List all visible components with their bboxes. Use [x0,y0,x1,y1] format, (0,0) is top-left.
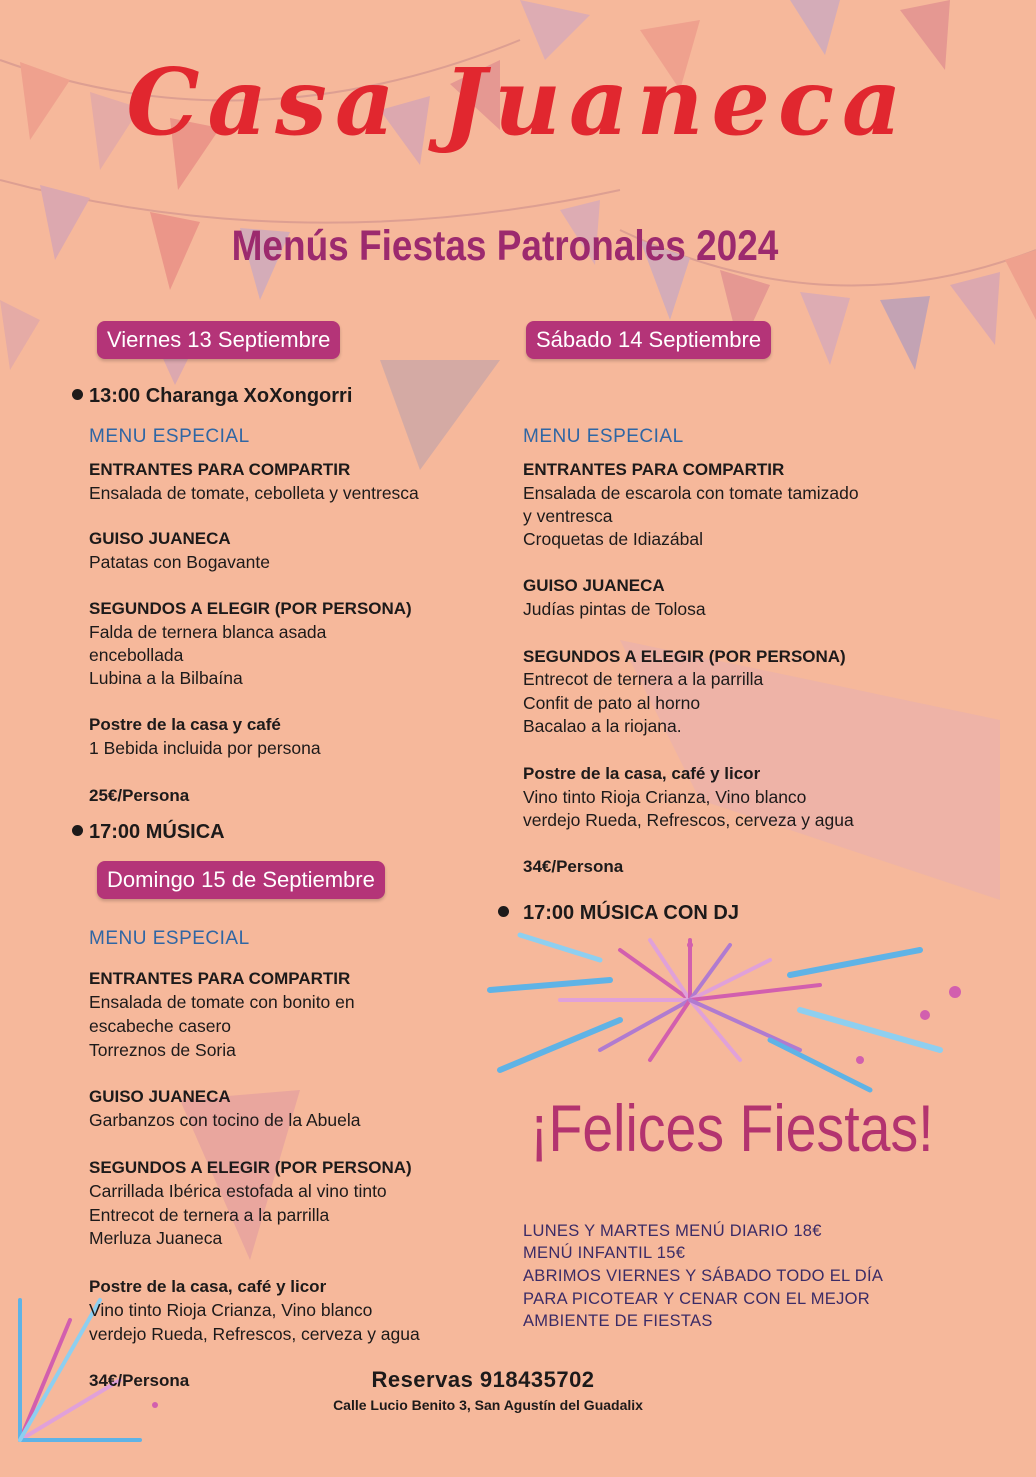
friday-event-charanga: 13:00 Charanga XoXongorri [72,385,352,408]
saturday-starter-item: y ventresca [523,506,613,526]
saturday-menu-label: MENU ESPECIAL [523,426,684,447]
saturday-stew-item: Judías pintas de Tolosa [523,599,706,619]
sunday-starter-item: Torreznos de Soria [89,1040,236,1060]
info-line: ABRIMOS VIERNES Y SÁBADO TODO EL DÍA [523,1267,884,1285]
friday-starters-heading: ENTRANTES PARA COMPARTIR [89,460,351,479]
saturday-event-dj: 17:00 MÚSICA CON DJ [498,902,739,925]
sunday-dessert-heading: Postre de la casa, café y licor [89,1277,327,1296]
sunday-starter-item: Ensalada de tomate con bonito en [89,992,355,1012]
friday-stew-item: Patatas con Bogavante [89,552,270,572]
info-line: PARA PICOTEAR Y CENAR CON EL MEJOR [523,1290,870,1308]
friday-badge: Viernes 13 Septiembre [97,321,340,359]
sunday-badge: Domingo 15 de Septiembre [97,861,385,899]
sunday-price: 34€/Persona [89,1371,190,1390]
saturday-dessert-heading: Postre de la casa, café y licor [523,764,761,783]
saturday-starter-item: Croquetas de Idiazábal [523,529,703,549]
felices-fiestas-heading: ¡Felices Fiestas! [530,1091,934,1165]
friday-starter-item: Ensalada de tomate, cebolleta y ventresca [89,483,419,503]
restaurant-title: Casa Juaneca [126,48,910,156]
reservations-phone: Reservas 918435702 [371,1367,595,1392]
friday-menu-label: MENU ESPECIAL [89,426,250,447]
restaurant-address: Calle Lucio Benito 3, San Agustín del Guadalix [333,1397,643,1413]
sunday-main-item: Entrecot de ternera a la parrilla [89,1205,330,1225]
sunday-mains-heading: SEGUNDOS A ELEGIR (POR PERSONA) [89,1158,412,1177]
friday-dessert-heading: Postre de la casa y café [89,715,281,734]
saturday-dessert-item: verdejo Rueda, Refrescos, cerveza y agua [523,810,854,830]
friday-main-item: Falda de ternera blanca asada [89,622,327,642]
info-line: MENÚ INFANTIL 15€ [523,1244,686,1262]
saturday-main-item: Bacalao a la riojana. [523,716,682,736]
friday-event-music: 17:00 MÚSICA [72,821,225,844]
friday-stew-heading: GUISO JUANECA [89,529,231,548]
info-line: AMBIENTE DE FIESTAS [523,1312,713,1330]
saturday-badge: Sábado 14 Septiembre [526,321,771,359]
sunday-stew-item: Garbanzos con tocino de la Abuela [89,1110,361,1130]
saturday-starters-heading: ENTRANTES PARA COMPARTIR [523,460,785,479]
friday-mains-heading: SEGUNDOS A ELEGIR (POR PERSONA) [89,599,412,618]
friday-main-item: Lubina a la Bilbaína [89,668,243,688]
sunday-dessert-item: Vino tinto Rioja Crianza, Vino blanco [89,1300,373,1320]
saturday-main-item: Confit de pato al horno [523,693,701,713]
info-line: LUNES Y MARTES MENÚ DIARIO 18€ [523,1222,822,1240]
sunday-main-item: Merluza Juaneca [89,1228,223,1248]
friday-main-item: encebollada [89,645,184,665]
sunday-dessert-item: verdejo Rueda, Refrescos, cerveza y agua [89,1324,420,1344]
saturday-main-item: Entrecot de ternera a la parrilla [523,669,764,689]
sunday-starter-item: escabeche casero [89,1016,232,1036]
sunday-main-item: Carrillada Ibérica estofada al vino tinto [89,1181,387,1201]
saturday-dessert-item: Vino tinto Rioja Crianza, Vino blanco [523,787,807,807]
friday-dessert-item: 1 Bebida incluida por persona [89,738,321,758]
menu-subtitle: Menús Fiestas Patronales 2024 [231,222,779,270]
saturday-starter-item: Ensalada de escarola con tomate tamizado [523,483,859,503]
saturday-mains-heading: SEGUNDOS A ELEGIR (POR PERSONA) [523,647,846,666]
sunday-starters-heading: ENTRANTES PARA COMPARTIR [89,969,351,988]
sunday-menu-label: MENU ESPECIAL [89,928,250,949]
friday-price: 25€/Persona [89,786,190,805]
sunday-stew-heading: GUISO JUANECA [89,1087,231,1106]
saturday-price: 34€/Persona [523,857,624,876]
saturday-stew-heading: GUISO JUANECA [523,576,665,595]
